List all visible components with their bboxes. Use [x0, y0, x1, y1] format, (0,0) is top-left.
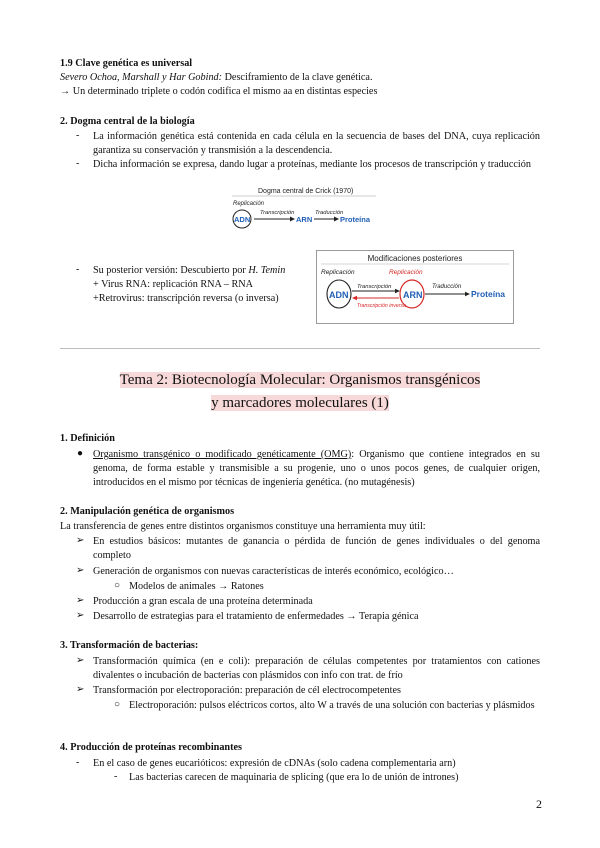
section-divider — [60, 348, 540, 349]
item-genes-eucarioticos: En el caso de genes eucarióticos: expresión de cDNAs (solo cadena complementaria arn) — [93, 758, 456, 769]
section-heading-produccion: 4. Producción de proteínas recombinantes — [60, 742, 242, 753]
circle-bullet: ○ — [114, 699, 121, 710]
dash-bullet: - — [76, 264, 80, 275]
arrow-bullet: ➢ — [76, 595, 85, 606]
fig1-adn: ADN — [234, 215, 251, 224]
section-heading-1-9: 1.9 Clave genética es universal — [60, 58, 193, 69]
circle-bullet: ○ — [114, 580, 121, 591]
figure-dogma-crick — [228, 184, 378, 232]
tema-title-1-text: Tema 2: Biotecnología Molecular: Organismos transgénicos — [119, 372, 481, 388]
section-heading-transformacion: 3. Transformación de bacterias: — [60, 640, 199, 651]
temin: H. Temin — [248, 265, 286, 276]
arrow-bullet: ➢ — [76, 565, 85, 576]
item-electroporacion-detalle: Electroporación: pulsos eléctricos cortos, alto W a través de una solución con bacterias y plásmidos — [129, 700, 535, 711]
dot-bullet: ● — [77, 448, 84, 459]
paragraph-codon: → Un determinado triplete o codón codifica el mismo aa en distintas especies — [60, 86, 378, 97]
item-terapia: Desarrollo de estrategias para el tratamiento de enfermedades → Terapia génica — [93, 611, 419, 622]
fig2-arrowhead-transcription — [395, 289, 400, 293]
fig2-adn: ADN — [329, 290, 349, 300]
authors-rest: Desciframiento de la clave genética. — [222, 72, 373, 83]
fig2-reverse-label: Transcripción inversa — [357, 303, 406, 309]
tema-title-2-text: y marcadores moleculares (1) — [211, 395, 389, 411]
modificaciones-diagram — [317, 251, 513, 323]
dash-bullet: - — [76, 158, 80, 169]
section-heading-manipulacion: 2. Manipulación genética de organismos — [60, 506, 235, 517]
fig2-translation-label: Traducción — [432, 284, 462, 290]
fig1-protein: Proteína — [340, 215, 371, 224]
section-heading-definicion: 1. Definición — [60, 433, 115, 444]
dash-bullet: - — [76, 130, 80, 141]
fig1-arrowhead-1 — [290, 217, 295, 222]
fig1-arn: ARN — [296, 215, 313, 224]
bullet-expresion: Dicha información se expresa, dando lugar a proteínas, mediante los procesos de transcripción y traducción — [93, 159, 531, 170]
fig1-replication-label: Replicación — [233, 201, 265, 207]
authors: Severo Ochoa, Marshall y Har Gobind: — [60, 72, 223, 83]
omg-term: Organismo transgénico o modificado genéticamente (OMG) — [93, 449, 352, 460]
manipulacion-intro: La transferencia de genes entre distintos organismos constituye una herramienta muy útil: — [60, 521, 426, 532]
retrovirus-line: +Retrovirus: transcripción reversa (o inversa) — [93, 293, 279, 304]
tema-title-line-2 — [0, 393, 600, 413]
fig2-replication-right: Replicación — [389, 269, 423, 276]
item-electroporacion: Transformación por electroporación: preparación de cél electrocompetentes — [93, 685, 401, 696]
arrow-bullet: ➢ — [76, 610, 85, 621]
arrow-bullet: ➢ — [76, 535, 85, 546]
item-modelos-animales: Modelos de animales → Ratones — [129, 581, 264, 592]
omg-definition: : Organismo que contiene integrados en su genoma, de forma estable y transmisible a su progenie, uno o unos pocos genes, de cualquier origen, introducidos en el mismo por técnicas de ingeniería genética. (no mutagénesis) — [93, 449, 540, 488]
definition-paragraph — [93, 448, 540, 490]
fig1-arrowhead-2 — [334, 217, 339, 222]
fig1-title: Dogma central de Crick (1970) — [258, 188, 354, 195]
fig2-arrowhead-reverse — [352, 296, 357, 300]
item-transformacion-quimica: Transformación química (en e coli): preparación de células competentes por tratamientos con cationes divalentes o incubación de bacterias con plásmidos con info con trat. de frío — [93, 656, 540, 681]
section-heading-dogma: 2. Dogma central de la biología — [60, 116, 195, 127]
fig1-transcription-label: Transcripción — [260, 210, 295, 216]
posterior-prefix: Su posterior versión: Descubierto por — [93, 265, 249, 276]
item-produccion: Producción a gran escala de una proteína determinada — [93, 596, 313, 607]
item-estudios-basicos: En estudios básicos: mutantes de ganancia o pérdida de función de genes individuales o del genoma completo — [93, 536, 540, 561]
figure-modificaciones — [316, 250, 514, 324]
arrow-bullet: ➢ — [76, 684, 85, 695]
virus-rna-line: + Virus RNA: replicación RNA – RNA — [93, 279, 254, 290]
page-number: 2 — [536, 797, 542, 811]
arrow-bullet: ➢ — [76, 655, 85, 666]
item-generacion: Generación de organismos con nuevas características de interés económico, ecológico… — [93, 566, 454, 577]
paragraph-authors — [60, 71, 373, 85]
fig2-transcription-label: Transcripción — [357, 284, 392, 290]
dogma-crick-diagram — [228, 184, 378, 232]
fig2-title: Modificaciones posteriores — [367, 254, 463, 263]
fig2-replication-left: Replicación — [321, 269, 355, 276]
dash-bullet: - — [114, 771, 118, 782]
fig2-arn: ARN — [403, 290, 423, 300]
fig2-arrowhead-translation — [465, 292, 470, 296]
dash-bullet: - — [76, 757, 80, 768]
item-splicing: Las bacterias carecen de maquinaria de splicing (que era lo de unión de intrones) — [129, 772, 459, 783]
tema-title-line-1 — [0, 370, 600, 390]
bullet-info-genetica: La información genética está contenida en cada célula en la secuencia de bases del DNA, cuya replicación garantiza su conservación y transmisión a la descendencia. — [93, 131, 540, 156]
bullet-posterior-version — [93, 264, 285, 278]
fig1-translation-label: Traducción — [315, 210, 344, 216]
fig2-protein: Proteína — [471, 289, 506, 299]
